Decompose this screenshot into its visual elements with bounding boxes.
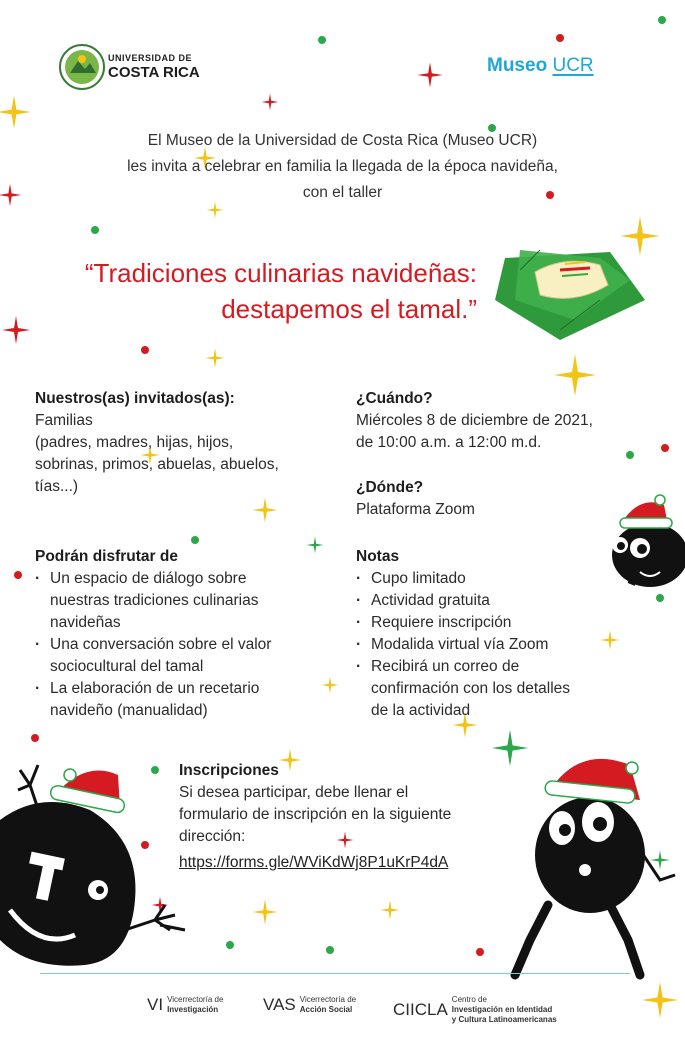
vas-abbr: VAS [263,995,296,1014]
mascot-large-left [0,765,185,966]
guests-line: Familias [35,412,93,429]
vas-line: Acción Social [299,1005,353,1014]
ciicla-abbr: CIICLA [393,1000,448,1019]
guests-line: (padres, madres, hijas, hijos, [35,434,234,451]
registration-line: formulario de inscripción en la siguiente [179,806,452,823]
list-item: · Una conversación sobre el valor sociocultural del tamal [35,634,335,678]
notes-heading: Notas [356,548,400,565]
when-line: de 10:00 a.m. a 12:00 m.d. [356,434,542,451]
university-name-line2: COSTA RICA [108,64,200,81]
guests-section [35,388,335,498]
list-item: · La elaboración de un recetario navideño (manualidad) [35,678,335,722]
registration-line: dirección: [179,828,246,845]
list-item: · Recibirá un correo de confirmación con los detalles de la actividad [356,656,656,722]
notes-list [356,568,656,722]
university-logo [108,54,200,80]
vi-abbr: VI [147,995,164,1014]
list-item: · Cupo limitado [356,568,656,590]
list-item: · Actividad gratuita [356,590,656,612]
intro-text [60,128,625,206]
where-heading: ¿Dónde? [356,479,424,496]
title-line: destapemos el tamal.” [221,294,477,324]
when-line: Miércoles 8 de diciembre de 2021, [356,412,593,429]
registration-section [179,760,509,874]
list-item: · Un espacio de diálogo sobre nuestras tradiciones culinarias navideñas [35,568,335,634]
enjoy-section [35,546,335,722]
ciicla-line: y Cultura Latinoamericanas [451,1015,557,1024]
ciicla-line: Centro de [451,995,487,1004]
tamal-illustration [495,250,645,340]
ciicla-line: Investigación en Identidad [451,1005,553,1014]
university-name-line1: UNIVERSIDAD DE [108,53,193,63]
guests-line: sobrinas, primos, abuelas, abuelos, [35,456,279,473]
notes-section [356,546,656,722]
university-seal-icon [60,45,104,89]
registration-heading: Inscripciones [179,762,279,779]
where-line: Plataforma Zoom [356,501,475,518]
where-section [356,477,656,521]
vi-line: Investigación [167,1005,219,1014]
vas-logo [263,995,356,1015]
museo-ucr-word: UCR [552,55,594,76]
when-section [356,388,656,454]
vi-logo [147,995,223,1015]
workshop-title [40,255,477,327]
ciicla-logo [393,995,557,1025]
vas-line: Vicerrectoría de [299,995,357,1004]
guests-line: tías...) [35,478,79,495]
registration-form-link[interactable]: https://forms.gle/WViKdWj8P1uKrP4dA [179,854,449,871]
list-item: · Modalida virtual vía Zoom [356,634,656,656]
guests-heading: Nuestros(as) invitados(as): [35,390,235,407]
museo-word: Museo [487,55,548,76]
mascot-large-right [515,759,675,975]
intro-line: les invita a celebrar en familia la llegada de la época navideña, [127,158,558,175]
footer-divider [40,973,630,974]
when-heading: ¿Cuándo? [356,390,433,407]
enjoy-heading: Podrán disfrutar de [35,548,178,565]
registration-line: Si desea participar, debe llenar el [179,784,409,801]
museo-ucr-logo [487,55,594,77]
list-item: · Requiere inscripción [356,612,656,634]
intro-line: con el taller [302,184,383,201]
enjoy-list [35,568,335,722]
title-line: “Tradiciones culinarias navideñas: [84,258,477,288]
intro-line: El Museo de la Universidad de Costa Rica (Museo UCR) [147,132,538,149]
vi-line: Vicerrectoría de [167,995,224,1004]
